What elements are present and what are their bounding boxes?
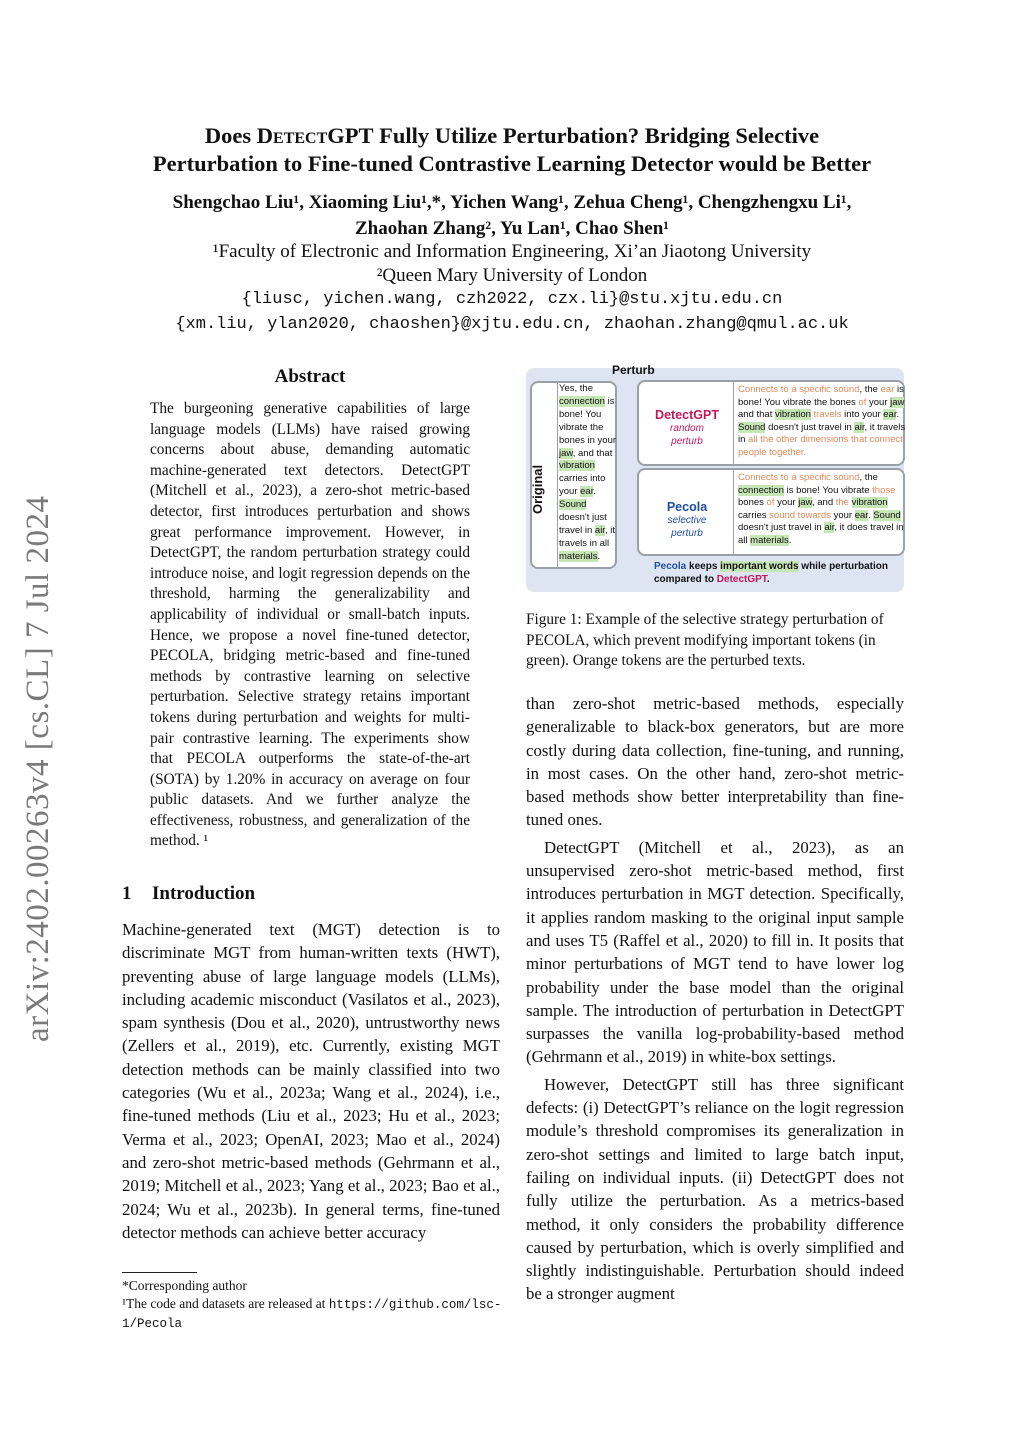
title-detectgpt: DetectGPT	[256, 123, 374, 148]
right-paragraph-3: However, DetectGPT still has three significant defects: (i) DetectGPT’s reliance on the logit regression module’s threshold compromises its generalization in zero-shot settings and limited to large batch input, failing on individual inputs. (ii) DetectGPT does not fully utilize the perturbation. As a metrics-based method, it only considers the probability difference caused by perturbation, which is overly simplified and slightly indistinguishable. Perturbation should indeed be a stronger augment	[526, 1074, 904, 1304]
detectgpt-sub1: random	[670, 423, 704, 434]
detectgpt-text: Connects to a specific sound, the ear is bone! You vibrate the bones of your jaw and that vibration travels into your ear. Sound doesn't just travel in air, it travels in all the other dimensions that connect people together.	[738, 384, 906, 458]
right-paragraph-2: DetectGPT (Mitchell et al., 2023), as an unsupervised zero-shot metric-based method, first introduces perturbation in MGT detection. Specifically, it applies random masking to the original input sample and uses T5 (Raffel et al., 2020) to fill in. It posits that minor perturbations of MGT tend to have lower log probability under the base model than the original sample. The introduction of perturbation in DetectGPT surpasses the vanilla log-probability-based method (Gehrmann et al., 2019) in white-box settings.	[526, 837, 904, 1067]
right-paragraph-1: than zero-shot metric-based methods, especially generalizable to black-box generators, but are more costly during data collection, fine-tuning, and running, in most cases. On the other hand, zero-shot metric-based methods show better interpretability than fine-tuned ones.	[526, 694, 904, 830]
abstract-text: The burgeoning generative capabilities of large language models (LLMs) have raised growing concerns about abuse, demanding automatic machine-generated text detectors. DetectGPT (Mitchell et al., 2023), a zero-shot metric-based detector, first introduces perturbation and shows great performance improvement. However, in DetectGPT, the random perturbation strategy could introduce noise, and logit regression depends on the threshold, harming the generalizability and applicability of individual or small-batch inputs. Hence, we propose a novel fine-tuned detector, PECOLA, bridging metric-based and fine-tuned methods by contrastive learning on selective perturbation. Selective strategy retains important tokens during perturbation and weights for multi-pair contrastive learning. The experiments show that PECOLA outperforms the state-of-the-art (SOTA) by 1.20% in accuracy on average on four public datasets. And we further analyze the effectiveness, robustness, and generalization of the method. ¹	[150, 400, 470, 850]
abstract-heading: Abstract	[274, 366, 346, 387]
authors-line2: Zhaohan Zhang², Yu Lan¹, Chao Shen¹	[354, 218, 670, 239]
authors	[60, 190, 964, 242]
footnote-corresponding: *Corresponding author	[122, 1278, 247, 1293]
footnote-code-text: ¹The code and datasets are released at	[122, 1296, 329, 1311]
pecola-divider	[733, 470, 734, 554]
footnote-code	[122, 1295, 502, 1333]
original-label: Original	[530, 464, 545, 514]
detectgpt-box	[637, 380, 905, 466]
pecola-text: Connects to a specific sound, the connection is bone! You vibrate those bones of your jaw, and the vibration carries sound towards your ear. Sound doesn't just travel in air, it does travel in all materials.	[738, 472, 904, 546]
footnote-rule	[122, 1272, 197, 1273]
email-line-2: {xm.liu, ylan2020, chaoshen}@xjtu.edu.cn, zhaohan.zhang@qmul.ac.uk	[175, 315, 849, 334]
pecola-box	[637, 468, 905, 556]
paper-title	[60, 122, 964, 178]
title-part-a: Does	[204, 123, 257, 148]
original-divider	[557, 383, 558, 567]
right-column	[526, 692, 904, 1306]
detectgpt-label: DetectGPT	[655, 408, 719, 422]
pecola-label: Pecola	[666, 500, 708, 514]
title-line2: Perturbation to Fine-tuned Contrastive Learning Detector would be Better	[152, 151, 872, 176]
section-title: Introduction	[152, 883, 256, 904]
figure-caption: Figure 1: Example of the selective strategy perturbation of PECOLA, which prevent modifying important tokens (in green). Orange tokens are the perturbed texts.	[526, 611, 884, 670]
perturb-label: Perturb	[612, 363, 655, 377]
authors-line1: Shengchao Liu¹, Xiaoming Liu¹,*, Yichen Wang¹, Zehua Cheng¹, Chengzhengxu Li¹,	[172, 192, 852, 213]
affiliation-2: ²Queen Mary University of London	[376, 265, 648, 286]
footnote-code-link[interactable]: https://github.com/lsc-1/Pecola	[122, 1298, 502, 1331]
intro-paragraph: Machine-generated text (MGT) detection is to discriminate MGT from human-written texts (HWT), preventing abuse of large language models (LLMs), including academic misconduct (Vasilatos et al., 2023), spam synthesis (Dou et al., 2020), untrustworthy news (Zellers et al., 2019), etc. Currently, existing MGT detection methods can be mainly classified into two categories (Wu et al., 2023a; Wang et al., 2024), i.e., fine-tuned methods (Liu et al., 2023; Hu et al., 2023; Verma et al., 2023; OpenAI, 2023; Mao et al., 2024) and zero-shot metric-based methods (Gehrmann et al., 2019; Mitchell et al., 2023; Yang et al., 2023; Bao et al., 2024; Wu et al., 2023b). In general terms, fine-tuned detector methods can achieve better accuracy	[122, 920, 500, 1242]
detectgpt-divider	[733, 382, 734, 464]
title-part-b: Fully Utilize Perturbation? Bridging Selective	[373, 123, 820, 148]
pecola-sub2: perturb	[671, 528, 703, 539]
affiliation-1: ¹Faculty of Electronic and Information Engineering, Xi’an Jiaotong University	[212, 241, 812, 262]
arxiv-stamp: arXiv:2402.00263v4 [cs.CL] 7 Jul 2024	[20, 495, 56, 1042]
figure-1	[526, 364, 904, 594]
detectgpt-label-group	[643, 408, 731, 448]
section-number: 1	[122, 883, 132, 904]
figure-note: Pecola keeps important words while perturbation compared to DetectGPT.	[654, 561, 888, 585]
email-line-1: {liusc, yichen.wang, czh2022, czx.li}@stu.xjtu.edu.cn	[241, 290, 783, 309]
section-heading	[122, 883, 255, 905]
pecola-sub1: selective	[667, 515, 707, 526]
detectgpt-sub2: perturb	[671, 436, 703, 447]
original-text: Yes, the connection is bone! You vibrate the bones in your jaw, and that vibration carries into your ear. Sound doesn't just travel in air, it travels in all materials.	[559, 383, 617, 562]
pecola-label-group	[643, 500, 731, 540]
